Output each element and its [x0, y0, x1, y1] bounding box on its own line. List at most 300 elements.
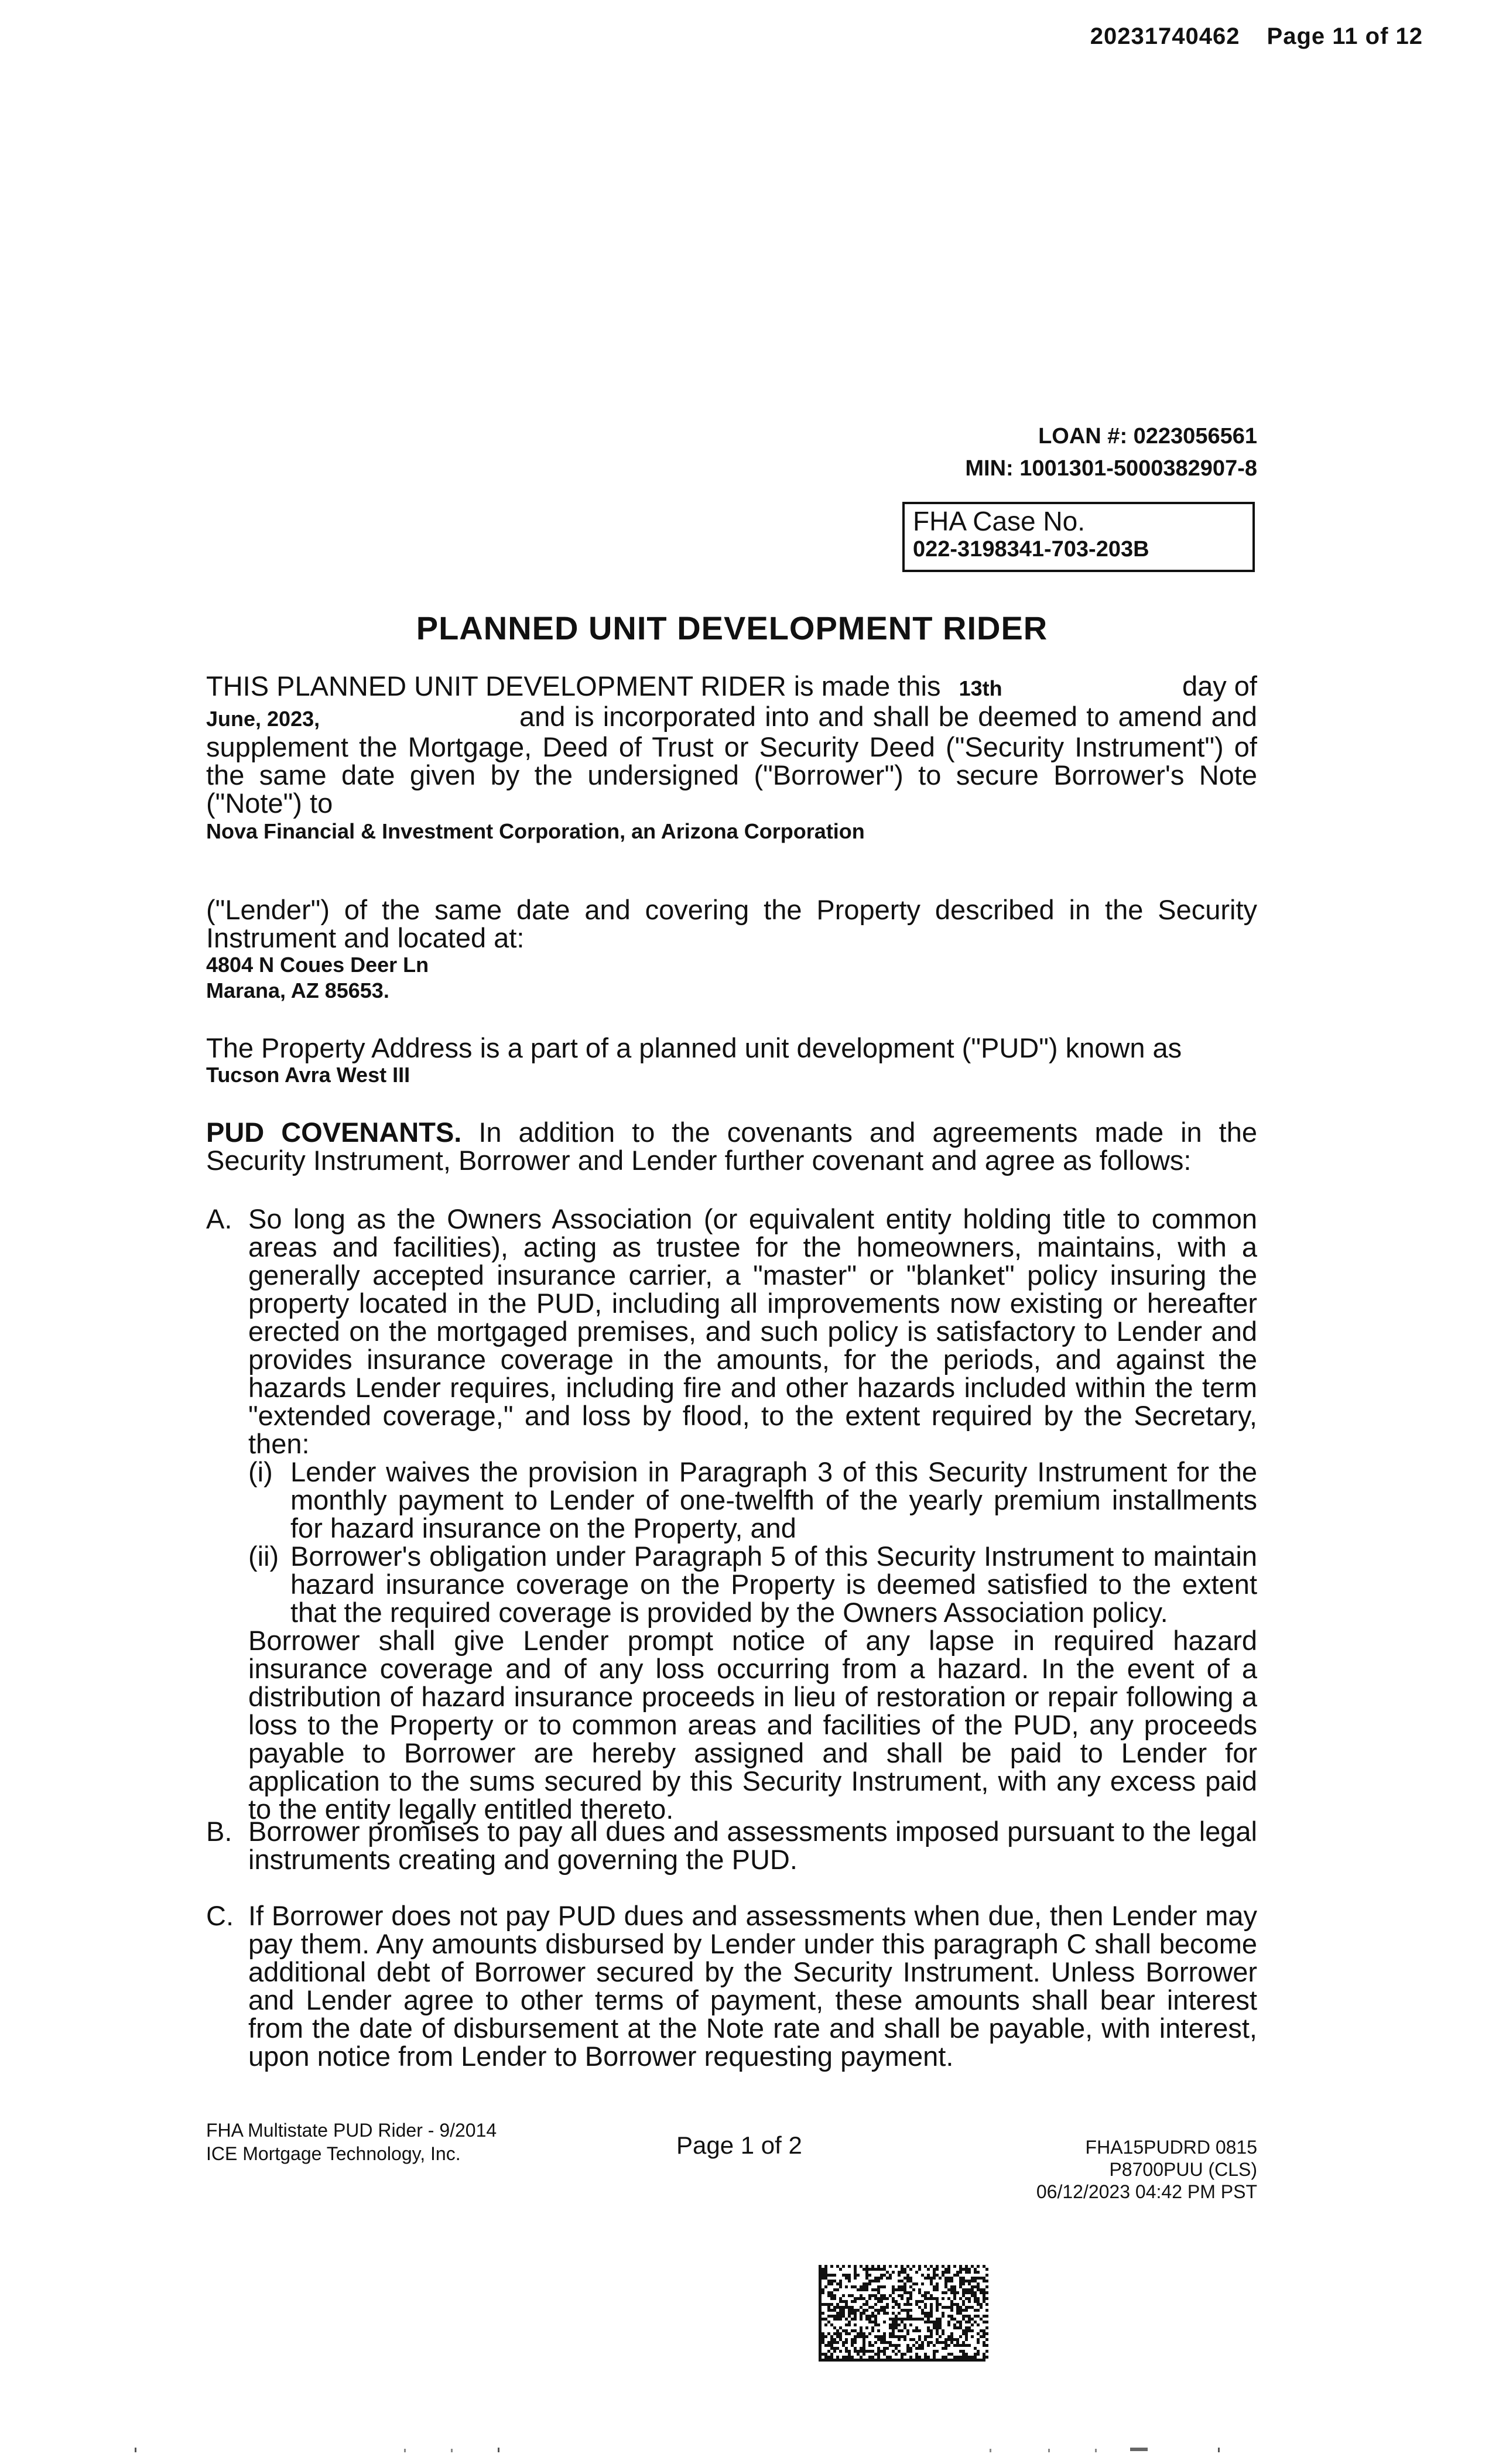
barcode-module: [877, 2329, 880, 2332]
barcode-module: [947, 2271, 950, 2274]
barcode-module: [985, 2350, 988, 2353]
barcode-module: [944, 2282, 947, 2285]
barcode-module: [842, 2309, 845, 2312]
barcode-module: [819, 2309, 822, 2312]
barcode-module: [980, 2318, 983, 2321]
barcode-module: [848, 2359, 851, 2362]
barcode-module: [868, 2344, 871, 2347]
barcode-module: [965, 2265, 968, 2268]
barcode-module: [947, 2288, 950, 2291]
loan-info: [965, 420, 1257, 485]
barcode-module: [819, 2306, 822, 2309]
barcode-module: [824, 2356, 827, 2359]
barcode-module: [962, 2300, 965, 2303]
barcode-module: [918, 2347, 921, 2350]
barcode-module: [927, 2312, 930, 2315]
barcode-module: [824, 2318, 827, 2321]
barcode-module: [962, 2356, 965, 2359]
barcode-module: [824, 2285, 827, 2288]
barcode-module: [944, 2344, 947, 2347]
barcode-module: [886, 2341, 889, 2344]
barcode-module: [974, 2268, 977, 2271]
barcode-module: [956, 2321, 959, 2323]
barcode-module: [836, 2265, 839, 2268]
barcode-module: [971, 2280, 974, 2282]
barcode-module: [915, 2326, 918, 2329]
barcode-module: [939, 2318, 942, 2321]
barcode-module: [857, 2274, 860, 2277]
barcode-module: [942, 2271, 944, 2274]
barcode-module: [968, 2291, 971, 2294]
barcode-module: [886, 2303, 889, 2306]
barcode-module: [874, 2268, 877, 2271]
barcode-module: [868, 2350, 871, 2353]
barcode-module: [848, 2312, 851, 2315]
barcode-module: [871, 2265, 874, 2268]
barcode-module: [927, 2291, 930, 2294]
barcode-module: [830, 2282, 833, 2285]
barcode-module: [865, 2326, 868, 2329]
barcode-module: [898, 2329, 901, 2332]
barcode-module: [968, 2315, 971, 2318]
barcode-module: [883, 2350, 886, 2353]
barcode-module: [819, 2271, 822, 2274]
barcode-module: [933, 2321, 936, 2323]
barcode-module: [930, 2303, 933, 2306]
barcode-module: [836, 2282, 839, 2285]
barcode-module: [947, 2277, 950, 2280]
barcode-module: [868, 2306, 871, 2309]
barcode-module: [822, 2288, 824, 2291]
barcode-module: [892, 2326, 895, 2329]
barcode-module: [842, 2356, 845, 2359]
barcode-module: [845, 2303, 848, 2306]
barcode-module: [936, 2338, 939, 2341]
barcode-module: [883, 2306, 886, 2309]
barcode-module: [833, 2332, 836, 2335]
barcode-module: [854, 2347, 857, 2350]
barcode-module: [898, 2271, 901, 2274]
barcode-module: [933, 2285, 936, 2288]
barcode-module: [974, 2280, 977, 2282]
barcode-module: [822, 2291, 824, 2294]
barcode-module: [974, 2356, 977, 2359]
barcode-module: [956, 2309, 959, 2312]
barcode-module: [883, 2359, 886, 2362]
footer-company: ICE Mortgage Technology, Inc.: [206, 2143, 461, 2164]
barcode-module: [906, 2309, 909, 2312]
barcode-module: [965, 2280, 968, 2282]
barcode-module: [892, 2297, 895, 2300]
barcode-module: [860, 2350, 863, 2353]
barcode-module: [985, 2326, 988, 2329]
barcode-module: [901, 2297, 903, 2300]
barcode-module: [906, 2297, 909, 2300]
barcode-module: [854, 2300, 857, 2303]
barcode-module: [939, 2359, 942, 2362]
barcode-module: [863, 2288, 865, 2291]
barcode-module: [971, 2318, 974, 2321]
barcode-module: [903, 2277, 906, 2280]
barcode-module: [877, 2323, 880, 2326]
barcode-module: [842, 2306, 845, 2309]
barcode-module: [974, 2271, 977, 2274]
barcode-module: [912, 2282, 915, 2285]
barcode-module: [824, 2359, 827, 2362]
barcode-module: [880, 2294, 883, 2297]
barcode-module: [901, 2285, 903, 2288]
barcode-module: [956, 2271, 959, 2274]
barcode-module: [845, 2359, 848, 2362]
barcode-module: [944, 2306, 947, 2309]
barcode-module: [871, 2350, 874, 2353]
barcode-module: [933, 2350, 936, 2353]
barcode-module: [974, 2291, 977, 2294]
barcode-module: [939, 2326, 942, 2329]
barcode-module: [860, 2315, 863, 2318]
barcode-module: [871, 2326, 874, 2329]
barcode-module: [971, 2294, 974, 2297]
barcode-module: [851, 2344, 854, 2347]
barcode-module: [909, 2338, 912, 2341]
barcode-module: [874, 2353, 877, 2356]
barcode-module: [953, 2318, 956, 2321]
barcode-module: [965, 2359, 968, 2362]
barcode-module: [824, 2335, 827, 2338]
barcode-module: [848, 2280, 851, 2282]
barcode-module: [839, 2312, 842, 2315]
barcode-module: [985, 2291, 988, 2294]
barcode-module: [918, 2288, 921, 2291]
barcode-module: [965, 2306, 968, 2309]
barcode-module: [985, 2315, 988, 2318]
item-a-closing: Borrower shall give Lender prompt notice of any lapse in required hazard insurance coverage and of any loss occurring from a hazard. In the event of a distribution of hazard insurance proceeds in lieu of restoration or repair following a loss to the Property or to common areas and facilities of the PUD, any proceeds payable to Borrower are hereby assigned and shall be paid to Lender for application to the sums secured by this Security Instrument, with any excess paid to the entity legally entitled thereto.: [248, 1625, 1257, 1825]
barcode-module: [898, 2335, 901, 2338]
barcode-module: [883, 2285, 886, 2288]
barcode-module: [822, 2303, 824, 2306]
barcode-module: [898, 2285, 901, 2288]
barcode-module: [851, 2359, 854, 2362]
barcode-module: [968, 2356, 971, 2359]
barcode-module: [895, 2303, 898, 2306]
barcode-module: [865, 2271, 868, 2274]
barcode-module: [965, 2271, 968, 2274]
barcode-module: [857, 2309, 860, 2312]
barcode-module: [974, 2347, 977, 2350]
barcode-module: [909, 2291, 912, 2294]
barcode-module: [953, 2294, 956, 2297]
barcode-module: [868, 2282, 871, 2285]
barcode-module: [895, 2288, 898, 2291]
barcode-module: [985, 2344, 988, 2347]
barcode-module: [971, 2285, 974, 2288]
barcode-module: [921, 2341, 924, 2344]
barcode-module: [942, 2297, 944, 2300]
barcode-module: [827, 2332, 830, 2335]
covenant-item-a: [206, 1205, 1257, 1823]
barcode-module: [985, 2309, 988, 2312]
barcode-module: [839, 2268, 842, 2271]
barcode-module: [833, 2318, 836, 2321]
barcode-module: [880, 2309, 883, 2312]
barcode-module: [942, 2329, 944, 2332]
barcode-module: [962, 2309, 965, 2312]
barcode-module: [830, 2356, 833, 2359]
barcode-module: [824, 2265, 827, 2268]
barcode-module: [839, 2280, 842, 2282]
barcode-module: [865, 2350, 868, 2353]
barcode-module: [921, 2347, 924, 2350]
barcode-module: [936, 2274, 939, 2277]
barcode-module: [942, 2291, 944, 2294]
barcode-module: [912, 2344, 915, 2347]
barcode-module: [877, 2359, 880, 2362]
barcode-module: [968, 2268, 971, 2271]
barcode-module: [833, 2341, 836, 2344]
barcode-module: [968, 2271, 971, 2274]
barcode-module: [848, 2315, 851, 2318]
barcode-module: [953, 2288, 956, 2291]
barcode-module: [921, 2282, 924, 2285]
barcode-module: [895, 2359, 898, 2362]
barcode-module: [944, 2277, 947, 2280]
barcode-module: [860, 2359, 863, 2362]
barcode-module: [836, 2303, 839, 2306]
barcode-module: [845, 2300, 848, 2303]
barcode-module: [836, 2318, 839, 2321]
barcode-module: [822, 2268, 824, 2271]
barcode-module: [953, 2338, 956, 2341]
barcode-module: [830, 2315, 833, 2318]
barcode-module: [959, 2356, 962, 2359]
barcode-module: [953, 2291, 956, 2294]
barcode-module: [974, 2353, 977, 2356]
barcode-module: [865, 2277, 868, 2280]
barcode-module: [974, 2300, 977, 2303]
barcode-module: [880, 2335, 883, 2338]
barcode-module: [863, 2303, 865, 2306]
barcode-module: [942, 2359, 944, 2362]
barcode-module: [842, 2312, 845, 2315]
barcode-module: [968, 2321, 971, 2323]
barcode-module: [915, 2282, 918, 2285]
barcode-module: [962, 2280, 965, 2282]
document-title: PLANNED UNIT DEVELOPMENT RIDER: [416, 610, 1048, 646]
barcode-module: [927, 2335, 930, 2338]
barcode-module: [901, 2265, 903, 2268]
barcode-module: [871, 2294, 874, 2297]
barcode-module: [924, 2359, 927, 2362]
barcode-module: [965, 2356, 968, 2359]
barcode-module: [863, 2347, 865, 2350]
barcode-module: [906, 2344, 909, 2347]
covenant-item-c: [206, 1902, 1257, 2071]
item-c-text: If Borrower does not pay PUD dues and assessments when due, then Lender may pay them. Any amounts disbursed by Lender under this paragraph C shall become additional debt of Borrower secured by the Security Instrument. Unless Borrower and Lender agree to other terms of payment, these amounts shall bear interest from the date of disbursement at the Note rate and shall be payable, with interest, upon notice from Lender to Borrower requesting payment.: [248, 1900, 1257, 2072]
barcode-module: [848, 2277, 851, 2280]
barcode-module: [947, 2297, 950, 2300]
barcode-module: [903, 2326, 906, 2329]
barcode-module: [889, 2332, 892, 2335]
barcode-module: [880, 2350, 883, 2353]
barcode-module: [848, 2332, 851, 2335]
barcode-module: [977, 2359, 980, 2362]
barcode-module: [956, 2326, 959, 2329]
barcode-module: [927, 2341, 930, 2344]
barcode-module: [889, 2326, 892, 2329]
barcode-module: [936, 2321, 939, 2323]
barcode-module: [880, 2338, 883, 2341]
barcode-module: [819, 2297, 822, 2300]
barcode-module: [830, 2335, 833, 2338]
barcode-module: [827, 2359, 830, 2362]
barcode-module: [918, 2344, 921, 2347]
barcode-module: [906, 2265, 909, 2268]
barcode-module: [822, 2353, 824, 2356]
barcode-module: [892, 2359, 895, 2362]
barcode-module: [865, 2300, 868, 2303]
barcode-module: [944, 2359, 947, 2362]
barcode-module: [860, 2329, 863, 2332]
barcode-module: [895, 2315, 898, 2318]
barcode-module: [874, 2335, 877, 2338]
barcode-module: [833, 2306, 836, 2309]
barcode-module: [962, 2291, 965, 2294]
barcode-module: [886, 2306, 889, 2309]
barcode-module: [892, 2335, 895, 2338]
rider-day: 13th: [959, 676, 1002, 700]
barcode-module: [822, 2341, 824, 2344]
barcode-module: [903, 2285, 906, 2288]
barcode-module: [971, 2306, 974, 2309]
barcode-module: [950, 2338, 953, 2341]
barcode-module: [865, 2268, 868, 2271]
barcode-module: [839, 2285, 842, 2288]
barcode-module: [947, 2353, 950, 2356]
barcode-module: [892, 2321, 895, 2323]
barcode-module: [830, 2353, 833, 2356]
barcode-module: [822, 2318, 824, 2321]
barcode-module: [868, 2297, 871, 2300]
barcode-module: [965, 2353, 968, 2356]
barcode-module: [833, 2326, 836, 2329]
barcode-module: [906, 2277, 909, 2280]
barcode-module: [857, 2335, 860, 2338]
barcode-module: [819, 2268, 822, 2271]
barcode-module: [854, 2274, 857, 2277]
loan-number: LOAN #: 0223056561: [1038, 424, 1257, 449]
barcode-module: [898, 2338, 901, 2341]
barcode-module: [918, 2268, 921, 2271]
barcode-module: [968, 2329, 971, 2332]
pud-paragraph: [206, 1034, 1257, 1088]
barcode-module: [830, 2341, 833, 2344]
barcode-module: [971, 2329, 974, 2332]
barcode-module: [956, 2344, 959, 2347]
barcode-module: [836, 2359, 839, 2362]
barcode-module: [839, 2300, 842, 2303]
barcode-module: [892, 2288, 895, 2291]
barcode-module: [933, 2356, 936, 2359]
barcode-module: [962, 2341, 965, 2344]
barcode-module: [968, 2297, 971, 2300]
barcode-module: [962, 2344, 965, 2347]
barcode-module: [924, 2353, 927, 2356]
barcode-module: [868, 2274, 871, 2277]
barcode-module: [839, 2297, 842, 2300]
barcode-module: [909, 2280, 912, 2282]
barcode-module: [868, 2294, 871, 2297]
item-b-text: Borrower promises to pay all dues and assessments imposed pursuant to the legal instruments creating and governing the PUD.: [248, 1816, 1257, 1875]
barcode-module: [868, 2341, 871, 2344]
barcode-module: [874, 2321, 877, 2323]
footer-codes: [1036, 2136, 1257, 2203]
barcode-module: [851, 2312, 854, 2315]
barcode-module: [924, 2277, 927, 2280]
barcode-module: [836, 2288, 839, 2291]
barcode-module: [842, 2315, 845, 2318]
barcode-module: [883, 2332, 886, 2335]
barcode-module: [921, 2318, 924, 2321]
item-a-letter: A.: [206, 1203, 232, 1234]
barcode-module: [956, 2274, 959, 2277]
barcode-module: [877, 2350, 880, 2353]
barcode-module: [871, 2315, 874, 2318]
lender-text: ("Lender") of the same date and covering the Property described in the Security Instrument and located at:: [206, 894, 1257, 953]
barcode-module: [860, 2335, 863, 2338]
barcode-module: [909, 2303, 912, 2306]
barcode-module: [901, 2294, 903, 2297]
barcode-module: [854, 2335, 857, 2338]
barcode-module: [877, 2335, 880, 2338]
barcode-module: [936, 2300, 939, 2303]
barcode-module: [839, 2326, 842, 2329]
barcode-module: [845, 2338, 848, 2341]
barcode-module: [974, 2294, 977, 2297]
barcode-module: [898, 2323, 901, 2326]
barcode-module: [959, 2282, 962, 2285]
barcode-module: [901, 2356, 903, 2359]
barcode-module: [977, 2271, 980, 2274]
barcode-module: [886, 2277, 889, 2280]
barcode-module: [977, 2332, 980, 2335]
barcode-module: [903, 2335, 906, 2338]
rider-date: June, 2023,: [206, 707, 320, 731]
barcode-module: [822, 2271, 824, 2274]
barcode-module: [903, 2268, 906, 2271]
barcode-module: [942, 2265, 944, 2268]
sub-item-ii-text: Borrower's obligation under Paragraph 5 of this Security Instrument to maintain hazard insurance coverage on the Property is deemed satisfied to the extent that the required coverage is provided by the Owners Association policy.: [290, 1541, 1257, 1628]
barcode-module: [918, 2300, 921, 2303]
barcode-module: [836, 2332, 839, 2335]
barcode-module: [889, 2341, 892, 2344]
barcode-module: [959, 2350, 962, 2353]
barcode-module: [839, 2338, 842, 2341]
barcode-module: [874, 2303, 877, 2306]
barcode-module: [842, 2274, 845, 2277]
barcode-module: [848, 2309, 851, 2312]
barcode-module: [930, 2315, 933, 2318]
footer-doc-code: P8700PUU (CLS): [1109, 2159, 1257, 2180]
barcode-module: [909, 2356, 912, 2359]
barcode-module: [950, 2309, 953, 2312]
barcode-module: [930, 2332, 933, 2335]
barcode-module: [874, 2318, 877, 2321]
barcode-module: [860, 2285, 863, 2288]
barcode-module: [824, 2353, 827, 2356]
barcode-module: [906, 2300, 909, 2303]
barcode-module: [822, 2338, 824, 2341]
barcode-module: [959, 2271, 962, 2274]
